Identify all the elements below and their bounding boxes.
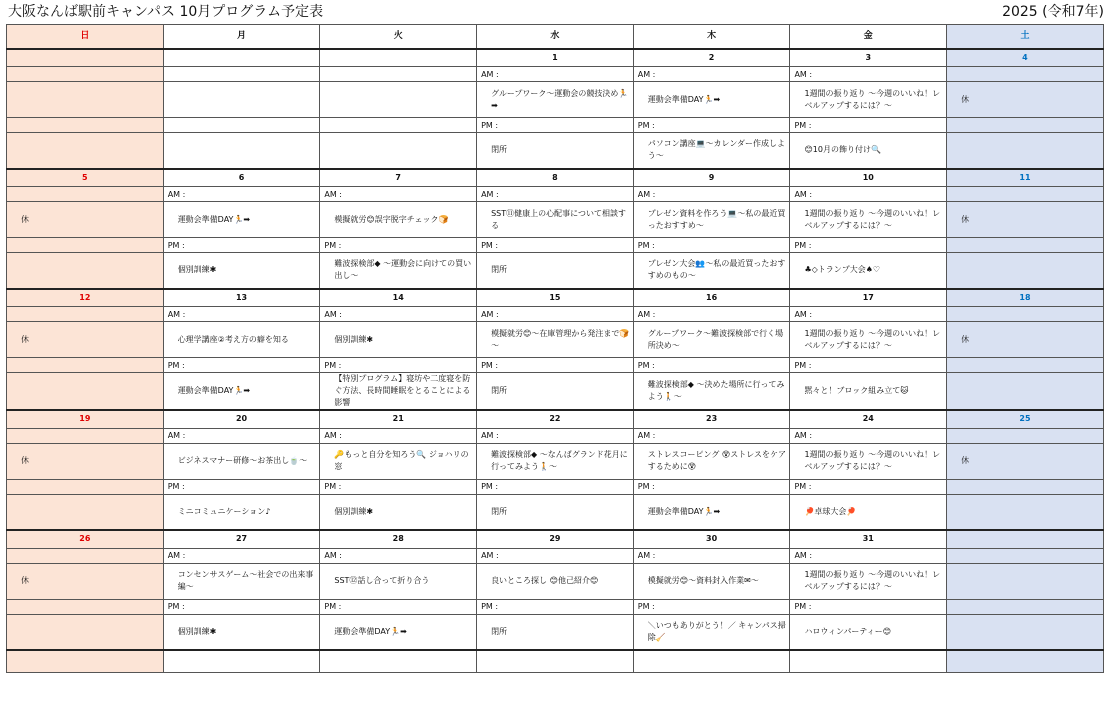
date-cell: 1: [477, 49, 634, 67]
empty-cell: [947, 358, 1104, 373]
pm-activity: ♣◇トランプ大会♠♡: [790, 253, 947, 289]
am-label-row: [7, 548, 1104, 563]
pm-label: PM :: [790, 238, 947, 253]
date-cell: 22: [477, 410, 634, 428]
am-activity-row: [7, 563, 1104, 599]
date-cell: 19: [7, 410, 164, 428]
pm-activity: 閉所: [477, 373, 634, 411]
pm-activity: 難波探検部◆ ～決めた場所に行ってみよう🚶～: [633, 373, 790, 411]
pm-activity: 個別訓練✱: [320, 494, 477, 530]
am-label: AM :: [477, 428, 634, 443]
pm-activity: [7, 614, 164, 650]
date-cell: 16: [633, 289, 790, 307]
date-cell: 31: [790, 530, 947, 548]
day-off-cell: 休: [7, 443, 164, 479]
date-cell: 21: [320, 410, 477, 428]
date-cell: 25: [947, 410, 1104, 428]
am-label: AM :: [790, 187, 947, 202]
date-cell: 11: [947, 169, 1104, 187]
empty-cell: [947, 599, 1104, 614]
am-activity: 1週間の振り返り ～今週のいいね！レベルアップするには？～: [790, 202, 947, 238]
am-label: AM :: [633, 428, 790, 443]
empty-cell: [7, 358, 164, 373]
pm-activity: [947, 253, 1104, 289]
am-label: AM :: [633, 307, 790, 322]
am-activity: 難波探検部◆ ～なんばグランド花月に行ってみよう🚶～: [477, 443, 634, 479]
pm-label: PM :: [633, 358, 790, 373]
am-activity: SST⑫話し合って折り合う: [320, 563, 477, 599]
am-label: AM :: [633, 548, 790, 563]
weekday-header: 日: [7, 25, 164, 49]
empty-cell: [320, 67, 477, 82]
pm-label: PM :: [163, 479, 320, 494]
am-activity: プレゼン資料を作ろう💻～私の最近買ったおすすめ～: [633, 202, 790, 238]
am-activity-row: [7, 202, 1104, 238]
empty-cell: [7, 479, 164, 494]
am-activity: 模擬就労😊～在庫管理から発注まで🍞～: [477, 322, 634, 358]
date-cell: [7, 49, 164, 67]
empty-cell: [947, 187, 1104, 202]
pm-label: PM :: [320, 599, 477, 614]
am-activity-row: [7, 443, 1104, 479]
am-activity: 1週間の振り返り ～今週のいいね！レベルアップするには？～: [790, 322, 947, 358]
date-row: [7, 289, 1104, 307]
date-cell: 6: [163, 169, 320, 187]
pm-activity: [7, 494, 164, 530]
pm-label: PM :: [477, 238, 634, 253]
empty-cell: [477, 650, 634, 672]
am-label-row: [7, 187, 1104, 202]
empty-cell: [790, 650, 947, 672]
pm-activity: ハロウィンパーティー😊: [790, 614, 947, 650]
pm-activity: [947, 614, 1104, 650]
pm-label-row: [7, 479, 1104, 494]
pm-activity: [947, 373, 1104, 411]
pm-activity-row: [7, 253, 1104, 289]
weekday-header: 火: [320, 25, 477, 49]
am-activity: 1週間の振り返り ～今週のいいね！レベルアップするには？～: [790, 443, 947, 479]
date-cell: 18: [947, 289, 1104, 307]
pm-activity: プレゼン大会👥～私の最近買ったおすすめのもの～: [633, 253, 790, 289]
am-activity: 運動会準備DAY🏃➡: [163, 202, 320, 238]
pm-activity: 難波探検部◆ ～運動会に向けての買い出し～: [320, 253, 477, 289]
empty-cell: [7, 307, 164, 322]
date-cell: [320, 49, 477, 67]
am-activity: 個別訓練✱: [320, 322, 477, 358]
am-label: AM :: [790, 307, 947, 322]
empty-cell: [7, 187, 164, 202]
day-off-cell: 休: [947, 322, 1104, 358]
pm-label-row: [7, 358, 1104, 373]
date-cell: 20: [163, 410, 320, 428]
am-activity: 模擬就労😊誤字脱字チェック🍞: [320, 202, 477, 238]
date-cell: 8: [477, 169, 634, 187]
am-label: AM :: [477, 307, 634, 322]
pm-activity: [7, 253, 164, 289]
pm-label: PM :: [790, 118, 947, 133]
weekday-header-row: [7, 25, 1104, 49]
am-activity: 1週間の振り返り ～今週のいいね！レベルアップするには？～: [790, 563, 947, 599]
day-off-cell: 休: [7, 322, 164, 358]
date-row: [7, 49, 1104, 67]
empty-cell: [7, 599, 164, 614]
date-cell: 10: [790, 169, 947, 187]
empty-cell: [163, 67, 320, 82]
am-label: AM :: [163, 307, 320, 322]
am-activity: 1週間の振り返り ～今週のいいね！レベルアップするには？～: [790, 82, 947, 118]
pm-activity: [163, 133, 320, 169]
empty-cell: [320, 118, 477, 133]
pm-label-row: [7, 118, 1104, 133]
day-off-cell: 休: [947, 202, 1104, 238]
pm-label: PM :: [633, 479, 790, 494]
am-activity: SST⑪健康上の心配事について相談する: [477, 202, 634, 238]
am-label: AM :: [790, 428, 947, 443]
date-cell: 5: [7, 169, 164, 187]
day-off-cell: [947, 563, 1104, 599]
am-activity: 模擬就労😊～資料封入作業✉～: [633, 563, 790, 599]
am-activity: 心理学講座②考え方の癖を知る: [163, 322, 320, 358]
am-activity-row: [7, 322, 1104, 358]
pm-activity: [7, 133, 164, 169]
am-label-row: [7, 307, 1104, 322]
year-label: 2025 (令和7年): [1002, 4, 1104, 20]
pm-label: PM :: [790, 358, 947, 373]
pm-activity: 黙々と！ブロック組み立て🐱: [790, 373, 947, 411]
pm-activity-row: [7, 614, 1104, 650]
pm-activity: 【特別プログラム】寝坊や二度寝を防ぐ方法、長時間睡眠をとることによる影響: [320, 373, 477, 411]
pm-activity: [947, 494, 1104, 530]
pm-activity-row: [7, 133, 1104, 169]
pm-activity: 🏓卓球大会🏓: [790, 494, 947, 530]
am-activity-row: [7, 82, 1104, 118]
pm-activity: ＼いつもありがとう！／ キャンパス掃除🧹: [633, 614, 790, 650]
empty-cell: [947, 548, 1104, 563]
date-cell: 3: [790, 49, 947, 67]
am-label: AM :: [633, 187, 790, 202]
am-activity: ストレスコーピング 😵ストレスをケアするために😵: [633, 443, 790, 479]
empty-cell: [947, 307, 1104, 322]
am-activity: 運動会準備DAY🏃➡: [633, 82, 790, 118]
date-cell: 7: [320, 169, 477, 187]
day-off-cell: [7, 82, 164, 118]
pm-label: PM :: [477, 118, 634, 133]
am-activity: [163, 82, 320, 118]
pm-activity: 閉所: [477, 614, 634, 650]
am-label: AM :: [633, 67, 790, 82]
pm-activity-row: [7, 494, 1104, 530]
pm-label: PM :: [163, 238, 320, 253]
pm-activity-row: [7, 373, 1104, 411]
date-cell: 23: [633, 410, 790, 428]
page-header: [0, 0, 1113, 22]
date-cell: 9: [633, 169, 790, 187]
pm-label: PM :: [477, 358, 634, 373]
pm-label-row: [7, 599, 1104, 614]
empty-cell: [7, 548, 164, 563]
pm-activity: パソコン講座💻～カレンダー作成しよう～: [633, 133, 790, 169]
empty-cell: [7, 650, 164, 672]
am-activity: グループワーク～運動会の競技決め🏃➡: [477, 82, 634, 118]
weekday-header: 月: [163, 25, 320, 49]
pm-label: PM :: [320, 238, 477, 253]
pm-activity: [320, 133, 477, 169]
date-cell: 15: [477, 289, 634, 307]
am-activity: ビジネスマナー研修～お茶出し🍵～: [163, 443, 320, 479]
pm-label: PM :: [790, 599, 947, 614]
date-cell: 13: [163, 289, 320, 307]
pm-activity: 運動会準備DAY🏃➡: [163, 373, 320, 411]
date-cell: 27: [163, 530, 320, 548]
date-cell: 14: [320, 289, 477, 307]
date-cell: [947, 530, 1104, 548]
pm-activity: 運動会準備DAY🏃➡: [633, 494, 790, 530]
day-off-cell: 休: [7, 563, 164, 599]
empty-cell: [947, 479, 1104, 494]
empty-cell: [947, 428, 1104, 443]
am-label: AM :: [477, 187, 634, 202]
am-label-row: [7, 428, 1104, 443]
am-label: AM :: [477, 548, 634, 563]
pm-label: PM :: [320, 358, 477, 373]
am-label: AM :: [790, 67, 947, 82]
date-cell: 4: [947, 49, 1104, 67]
page-title: 大阪なんば駅前キャンパス 10月プログラム予定表: [8, 4, 324, 20]
pm-label: PM :: [163, 599, 320, 614]
date-row: [7, 169, 1104, 187]
empty-cell: [163, 650, 320, 672]
pm-label: PM :: [633, 599, 790, 614]
date-cell: 17: [790, 289, 947, 307]
day-off-cell: 休: [947, 443, 1104, 479]
pm-label: PM :: [477, 599, 634, 614]
am-label: AM :: [320, 548, 477, 563]
pm-label: PM :: [790, 479, 947, 494]
am-activity: グループワーク～難波探検部で行く場所決め～: [633, 322, 790, 358]
empty-cell: [633, 650, 790, 672]
pm-activity: ミニコミュニケーション♪: [163, 494, 320, 530]
pm-activity: 閉所: [477, 133, 634, 169]
am-activity: コンセンサスゲーム～社会での出来事編～: [163, 563, 320, 599]
empty-cell: [947, 238, 1104, 253]
empty-cell: [320, 650, 477, 672]
pm-activity: 個別訓練✱: [163, 253, 320, 289]
am-label: AM :: [320, 187, 477, 202]
am-label: AM :: [163, 428, 320, 443]
pm-activity: 閉所: [477, 253, 634, 289]
schedule-calendar: [6, 24, 1104, 673]
date-cell: 12: [7, 289, 164, 307]
pm-activity: 個別訓練✱: [163, 614, 320, 650]
pm-activity: [947, 133, 1104, 169]
am-label-row: [7, 67, 1104, 82]
am-activity: [320, 82, 477, 118]
date-row: [7, 530, 1104, 548]
am-label: AM :: [477, 67, 634, 82]
date-cell: [163, 49, 320, 67]
weekday-header: 金: [790, 25, 947, 49]
empty-cell: [947, 118, 1104, 133]
weekday-header: 水: [477, 25, 634, 49]
pm-label: PM :: [320, 479, 477, 494]
empty-cell: [163, 118, 320, 133]
pm-activity: 😊10月の飾り付け🔍: [790, 133, 947, 169]
empty-cell: [947, 650, 1104, 672]
pm-activity: 閉所: [477, 494, 634, 530]
empty-cell: [7, 67, 164, 82]
am-label: AM :: [320, 428, 477, 443]
am-activity: 🔑もっと自分を知ろう🔍 ジョハリの窓: [320, 443, 477, 479]
am-label: AM :: [790, 548, 947, 563]
am-label: AM :: [320, 307, 477, 322]
date-cell: 29: [477, 530, 634, 548]
date-row: [7, 410, 1104, 428]
pm-label: PM :: [163, 358, 320, 373]
empty-cell: [7, 118, 164, 133]
empty-cell: [7, 238, 164, 253]
day-off-cell: 休: [947, 82, 1104, 118]
day-off-cell: 休: [7, 202, 164, 238]
date-cell: 30: [633, 530, 790, 548]
am-label: AM :: [163, 548, 320, 563]
date-cell: 24: [790, 410, 947, 428]
am-label: AM :: [163, 187, 320, 202]
pm-label: PM :: [477, 479, 634, 494]
weekday-header: 土: [947, 25, 1104, 49]
pm-label: PM :: [633, 238, 790, 253]
pm-label: PM :: [633, 118, 790, 133]
pm-activity: [7, 373, 164, 411]
empty-cell: [7, 428, 164, 443]
empty-cell: [947, 67, 1104, 82]
date-cell: 2: [633, 49, 790, 67]
pm-label-row: [7, 238, 1104, 253]
am-activity: 良いところ探し 😊他己紹介😊: [477, 563, 634, 599]
pm-activity: 運動会準備DAY🏃➡: [320, 614, 477, 650]
weekday-header: 木: [633, 25, 790, 49]
date-cell: 26: [7, 530, 164, 548]
trailing-row: [7, 650, 1104, 672]
date-cell: 28: [320, 530, 477, 548]
